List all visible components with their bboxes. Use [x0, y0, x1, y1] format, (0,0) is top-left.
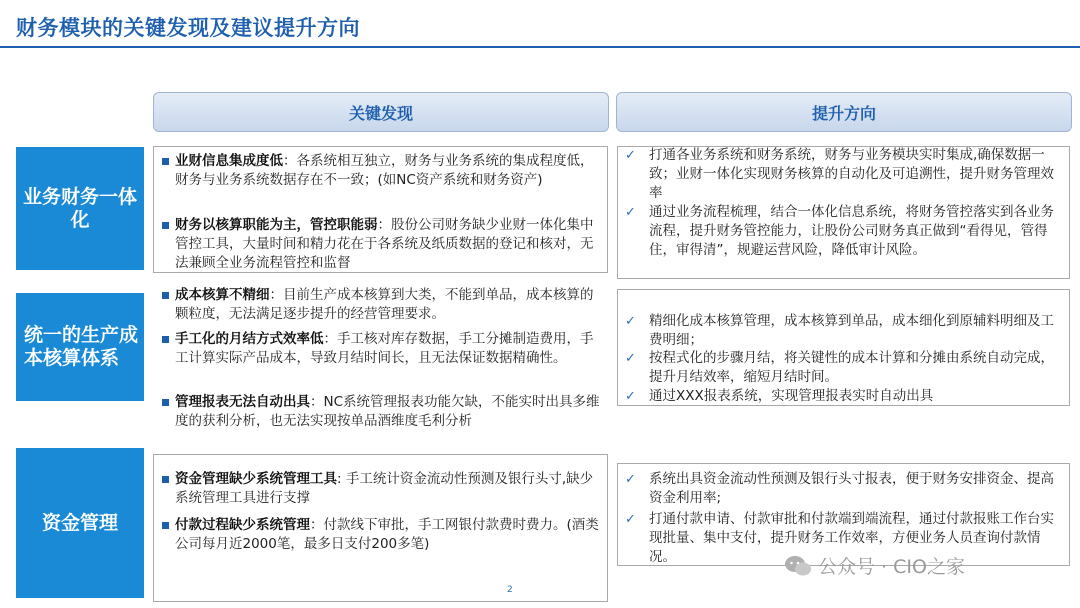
- row-label-fund-management: 资金管理: [16, 448, 144, 598]
- direction-2-2: ✓ 按程式化的步骤月结，将关键性的成本计算和分摊由系统自动完成，提升月结效率，缩短月结时间。: [625, 350, 1054, 385]
- finding-1-1: 业财信息集成度低：各系统相互独立，财务与业务系统的集成程度低，财务与业务系统数据存在不一致；(如NC资产系统和财务资产): [175, 152, 603, 190]
- wechat-icon: [784, 555, 812, 577]
- square-bullet-icon: [162, 222, 169, 229]
- page-number: 2: [507, 585, 513, 595]
- checkmark-icon: ✓: [625, 205, 636, 220]
- direction-1-1: ✓ 打通各业务系统和财务系统，财务与业务模块实时集成,确保数据一致；业财一体化实现财务核算的自动化及可追溯性，提升财务管理效率: [625, 147, 1054, 201]
- finding-3-2: 付款过程缺少系统管理：付款线下审批，手工网银付款费时费力。(酒类公司每月近2000笔，最多日支付200多笔): [175, 516, 603, 554]
- finding-2-1: 成本核算不精细：目前生产成本核算到大类，不能到单品，成本核算的颗粒度，无法满足逐步提升的经营管理要求。: [175, 286, 603, 324]
- square-bullet-icon: [162, 476, 169, 483]
- checkmark-icon: ✓: [625, 512, 636, 527]
- square-bullet-icon: [162, 522, 169, 529]
- checkmark-icon: ✓: [625, 351, 636, 366]
- row-label-cost-accounting: 统一的生产成本核算体系: [16, 293, 144, 401]
- finding-2-2: 手工化的月结方式效率低：手工核对库存数据，手工分摊制造费用，手工计算实际产品成本，导致月结时间长，且无法保证数据精确性。: [175, 330, 603, 368]
- findings-header: 关键发现: [153, 92, 609, 132]
- direction-3-1: ✓ 系统出具资金流动性预测及银行头寸报表，便于财务安排资金、提高资金利用率;: [625, 471, 1054, 506]
- square-bullet-icon: [162, 158, 169, 165]
- checkmark-icon: ✓: [625, 389, 636, 404]
- watermark: 公众号 · CIO之家: [784, 552, 965, 579]
- directions-header: 提升方向: [616, 92, 1072, 132]
- square-bullet-icon: [162, 292, 169, 299]
- square-bullet-icon: [162, 399, 169, 406]
- direction-3-2: ✓ 打通付款申请、付款审批和付款端到端流程，通过付款报账工作台实现批量、集中支付，提升财务工作效率，方便业务人员查询付款情况。: [625, 511, 1054, 565]
- direction-1-2: ✓ 通过业务流程梳理，结合一体化信息系统，将财务管控落实到各业务流程，提升财务管控能力，让股份公司财务真正做到“看得见，管得住，审得清”，规避运营风险，降低审计风险。: [625, 204, 1054, 258]
- direction-2-3: ✓ 通过XXX报表系统，实现管理报表实时自动出具: [625, 388, 934, 404]
- checkmark-icon: ✓: [625, 472, 636, 487]
- title-divider: [0, 46, 1080, 48]
- checkmark-icon: ✓: [625, 314, 636, 329]
- finding-2-3: 管理报表无法自动出具：NC系统管理报表功能欠缺，不能实时出具多维度的获利分析，也无法实现按单品酒维度毛利分析: [175, 393, 603, 431]
- row-label-business-finance: 业务财务一体化: [16, 147, 144, 270]
- square-bullet-icon: [162, 336, 169, 343]
- checkmark-icon: ✓: [625, 148, 636, 163]
- direction-2-1: ✓ 精细化成本核算管理，成本核算到单品，成本细化到原辅料明细及工费明细；: [625, 313, 1054, 348]
- finding-1-2: 财务以核算职能为主，管控职能弱：股份公司财务缺少业财一体化集中管控工具，大量时间和精力花在于各系统及纸质数据的登记和核对，无法兼顾全业务流程管控和监督: [175, 216, 603, 273]
- page-title: 财务模块的关键发现及建议提升方向: [16, 16, 360, 40]
- finding-3-1: 资金管理缺少系统管理工具: 手工统计资金流动性预测及银行头寸,缺少系统管理工具进行支撑: [175, 470, 603, 508]
